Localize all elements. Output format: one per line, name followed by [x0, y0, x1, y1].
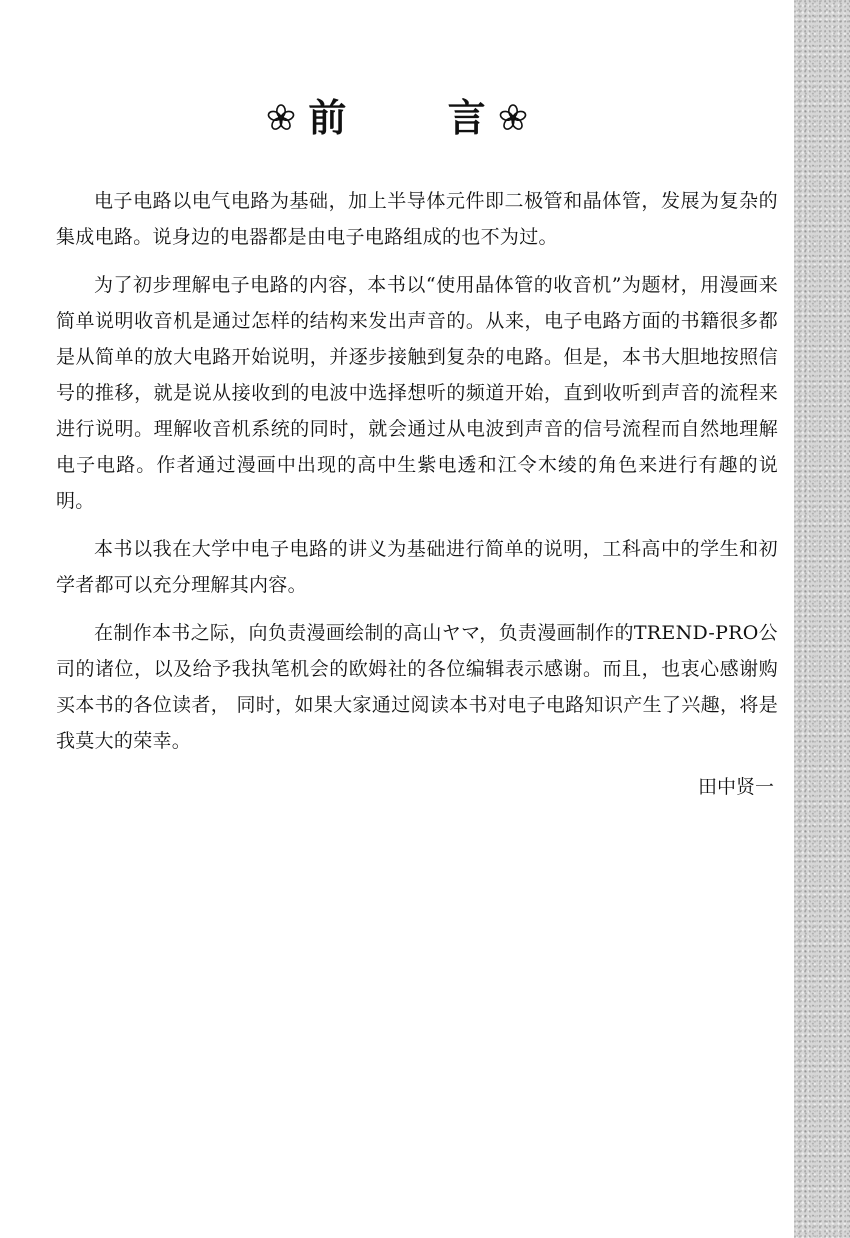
scan-edge-strip [794, 0, 850, 1238]
flower-icon [498, 103, 528, 133]
paragraph: 电子电路以电气电路为基础，加上半导体元件即二极管和晶体管，发展为复杂的集成电路。说身边的电器都是由电子电路组成的也不为过。 [56, 190, 778, 248]
flower-icon [266, 103, 296, 133]
preface-body [56, 183, 778, 771]
paragraph: 本书以我在大学中电子电路的讲义为基础进行简单的说明，工科高中的学生和初学者都可以充分理解其内容。 [56, 538, 778, 596]
preface-heading [0, 93, 794, 143]
page-title: 前 言 [308, 96, 530, 140]
paragraph: 为了初步理解电子电路的内容，本书以“使用晶体管的收音机”为题材，用漫画来简单说明收音机是通过怎样的结构来发出声音的。从来，电子电路方面的书籍很多都是从简单的放大电路开始说明，并逐步接触到复杂的电路。但是，本书大胆地按照信号的推移，就是说从接收到的电波中选择想听的频道开始，直到收听到声音的流程来进行说明。理解收音机系统的同时，就会通过从电波到声音的信号流程而自然地理解电子电路。作者通过漫画中出现的高中生紫电透和江令木绫的角色来进行有趣的说明。 [56, 274, 778, 512]
paragraph: 在制作本书之际，向负责漫画绘制的高山ヤマ，负责漫画制作的TREND-PRO公司的诸位，以及给予我执笔机会的欧姆社的各位编辑表示感谢。而且，也衷心感谢购买本书的各位读者， 同时，如果大家通过阅读本书对电子电路知识产生了兴趣，将是我莫大的荣幸。 [56, 622, 778, 752]
author-signature: 田中贤一 [697, 776, 774, 798]
